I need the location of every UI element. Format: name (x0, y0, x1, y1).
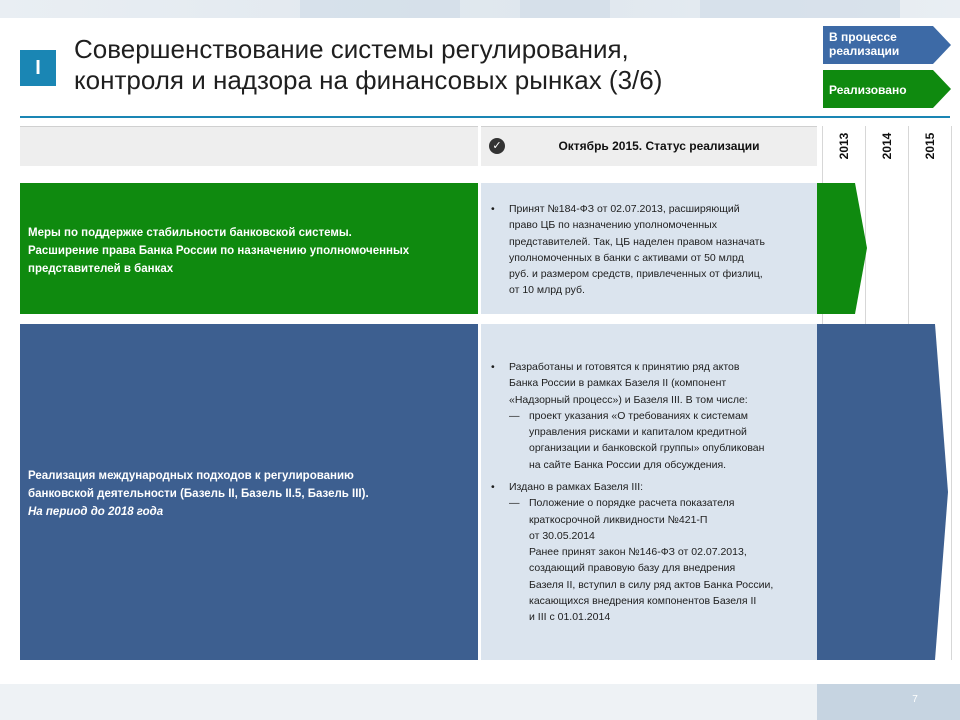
status-line: Банка России в рамках Базеля II (компонент (509, 377, 727, 390)
title-line-1: Совершенствование системы регулирования, (74, 34, 629, 64)
legend-done-label: Реализовано (829, 83, 907, 97)
legend-in-progress (823, 26, 951, 64)
measure-period: На период до 2018 года (28, 506, 164, 518)
grid-line (951, 126, 952, 660)
year-label: 2014 (880, 132, 894, 159)
status-line: уполномоченных в банки с активами от 50 млрд (509, 251, 744, 264)
status-bullet (491, 201, 811, 299)
page-title (74, 34, 774, 96)
status-arrow-in-progress (817, 324, 949, 660)
year-header-2013 (823, 126, 865, 165)
measure-cell-basel (20, 324, 478, 660)
footer-band (0, 684, 960, 720)
status-cell-bank-stability (481, 183, 817, 314)
status-bullet (491, 359, 813, 473)
page-number: 7 (912, 694, 918, 705)
status-line: от 30.05.2014 (529, 529, 595, 542)
status-line: Ранее принят закон №146-ФЗ от 02.07.2013, (529, 546, 747, 559)
status-line: от 10 млрд руб. (509, 284, 585, 297)
title-divider (20, 116, 950, 118)
measure-cell-bank-stability (20, 183, 478, 314)
measure-line: Реализация международных подходов к регулированию (28, 470, 354, 482)
status-line: краткосрочной ликвидности №421-П (529, 513, 708, 526)
measure-text (28, 467, 466, 521)
measure-line: банковской деятельности (Базель II, Базель II.5, Базель III). (28, 488, 369, 500)
status-line: касающихся внедрения компонентов Базеля II (529, 595, 757, 608)
year-label: 2015 (923, 132, 937, 159)
status-line: на сайте Банка России для обсуждения. (529, 458, 727, 471)
status-sub-bullet (491, 408, 813, 473)
legend-in-progress-line1: В процессе (829, 30, 897, 44)
status-line: создающий правовую базу для внедрения (529, 562, 736, 575)
status-cell-basel (481, 324, 817, 660)
bullet-icon: • (491, 203, 495, 215)
measure-line: представителей в банках (28, 263, 174, 275)
status-line: проект указания «О требованиях к системам (529, 409, 749, 422)
dash-icon: — (509, 497, 520, 510)
measure-column-header (20, 126, 478, 166)
status-line: право ЦБ по назначению уполномоченных (509, 219, 717, 232)
legend-in-progress-line2: реализации (829, 44, 900, 58)
year-header-2014 (866, 126, 908, 165)
status-line: «Надзорный процесс») и Базеля III. В том числе: (509, 393, 748, 406)
footer-block (817, 684, 960, 720)
bullet-icon: • (491, 481, 495, 493)
measure-text (28, 224, 466, 278)
check-icon: ✓ (489, 138, 505, 154)
status-line: Положение о порядке расчета показателя (529, 497, 735, 510)
status-line: управления рисками и капиталом кредитной (529, 426, 747, 439)
dash-icon: — (509, 409, 520, 422)
year-label: 2013 (837, 132, 851, 159)
status-sub-bullet (491, 495, 813, 625)
status-line: Базеля II, вступил в силу ряд актов Банка России, (529, 578, 774, 591)
status-line: руб. и размером средств, привлеченных от физлиц, (509, 268, 763, 281)
legend-done (823, 70, 951, 108)
measure-line: Меры по поддержке стабильности банковской системы. (28, 227, 352, 239)
bullet-icon: • (491, 361, 495, 373)
status-line: и III с 01.01.2014 (529, 611, 611, 624)
status-column-header (481, 126, 817, 166)
status-line: Принят №184-ФЗ от 02.07.2013, расширяющий (509, 203, 740, 215)
legend-in-progress-label (829, 30, 899, 58)
top-decor-band (0, 0, 960, 18)
year-header-2015 (909, 126, 951, 165)
status-line: организации и банковской группы» опубликован (529, 442, 765, 455)
status-column-title: Октябрь 2015. Статус реализации (558, 139, 760, 153)
status-arrow-done (817, 183, 867, 314)
status-line: представителей. Так, ЦБ наделен правом назначать (509, 235, 765, 248)
status-line: Разработаны и готовятся к принятию ряд актов (509, 361, 740, 373)
status-line: Издано в рамках Базеля III: (509, 481, 644, 493)
measure-line: Расширение права Банка России по назначению уполномоченных (28, 245, 410, 257)
section-badge: I (20, 50, 56, 86)
title-line-2: контроля и надзора на финансовых рынках (3/6) (74, 65, 663, 95)
status-bullet (491, 479, 813, 626)
